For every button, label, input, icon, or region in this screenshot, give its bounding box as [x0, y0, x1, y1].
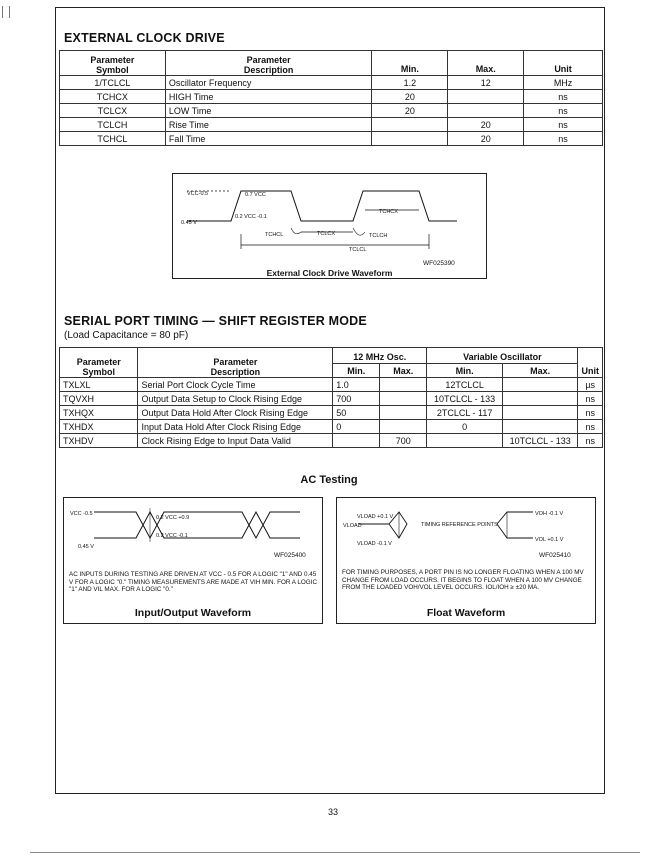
clock-drive-table: [59, 50, 603, 146]
cell-desc: Output Data Hold After Clock Rising Edge: [138, 406, 333, 420]
tchcl-leader: [291, 228, 301, 234]
cell-unit: ns: [524, 118, 603, 132]
io-waveform-box: [63, 497, 323, 624]
cell-unit: µs: [578, 378, 603, 392]
cell-symbol: TXHQX: [60, 406, 138, 420]
io-waveform-diagram: [64, 498, 322, 558]
serial-timing-table: [59, 347, 603, 448]
cell-minv: 12TCLCL: [427, 378, 503, 392]
float-waveform-code: WF025410: [539, 552, 571, 559]
header-min-var: Min.: [427, 364, 503, 378]
table-row: [60, 378, 603, 392]
bottom-rule: [30, 852, 640, 853]
io-waveform-code: WF025400: [274, 552, 306, 559]
cell-desc: Rise Time: [165, 118, 372, 132]
page-number: 33: [327, 807, 338, 817]
header-symbol: Parameter Symbol: [60, 348, 138, 378]
cell-maxv: [502, 378, 578, 392]
cell-unit: ns: [578, 406, 603, 420]
cell-minv: 2TCLCL - 117: [427, 406, 503, 420]
table-row: [60, 406, 603, 420]
float-vload-minus-label: VLOAD -0.1 V: [357, 541, 392, 547]
cell-min12: 700: [333, 392, 380, 406]
cell-desc: Input Data Hold After Clock Rising Edge: [138, 420, 333, 434]
tchcx-label: TCHCX: [379, 209, 398, 215]
header-min: Min.: [372, 51, 448, 76]
header-unit: Unit: [578, 348, 603, 378]
cell-max12: 700: [380, 434, 427, 448]
cell-desc: Fall Time: [165, 132, 372, 146]
cell-desc: LOW Time: [165, 104, 372, 118]
vcc07-label: 0.7 VCC: [245, 192, 266, 198]
cell-minv: [427, 434, 503, 448]
cell-unit: ns: [578, 420, 603, 434]
float-voh-label: VOH -0.1 V: [535, 511, 564, 517]
cell-symbol: TXHDX: [60, 420, 138, 434]
tclcl-label: TCLCL: [349, 247, 367, 253]
header-description: Parameter Description: [138, 348, 333, 378]
header-max-12: Max.: [380, 364, 427, 378]
table-header-row: [60, 51, 603, 76]
serial-section-title: SERIAL PORT TIMING — SHIFT REGISTER MODE: [64, 314, 367, 328]
cell-desc: HIGH Time: [165, 90, 372, 104]
table-row: [60, 104, 603, 118]
table-row: [60, 76, 603, 90]
cell-min: [372, 118, 448, 132]
cell-minv: 0: [427, 420, 503, 434]
cell-symbol: TCHCX: [60, 90, 166, 104]
clock-section-title: EXTERNAL CLOCK DRIVE: [64, 31, 225, 45]
table-row: [60, 118, 603, 132]
cell-unit: ns: [524, 104, 603, 118]
table-row: [60, 90, 603, 104]
v045-label: 0.45 V: [181, 220, 197, 226]
cell-symbol: TQVXH: [60, 392, 138, 406]
io-upper-label: 0.2 VCC +0.9: [156, 515, 190, 521]
cell-max12: [380, 378, 427, 392]
tclcx-label: TCLCX: [317, 231, 336, 237]
cell-maxv: 10TCLCL - 133: [502, 434, 578, 448]
cell-min: 1.2: [372, 76, 448, 90]
tclch-label: TCLCH: [369, 233, 388, 239]
cell-min12: 1.0: [333, 378, 380, 392]
cell-unit: MHz: [524, 76, 603, 90]
io-upper-line: [94, 512, 300, 538]
clock-signal-line: [187, 191, 457, 221]
float-vload-plus-label: VLOAD +0.1 V: [357, 514, 394, 520]
cell-min: 20: [372, 104, 448, 118]
tchcl-label: TCHCL: [265, 232, 284, 238]
table-row: [60, 392, 603, 406]
clock-waveform-caption: External Clock Drive Waveform: [266, 268, 393, 278]
float-waveform-caption: Float Waveform: [426, 607, 506, 619]
header-min-12: Min.: [333, 364, 380, 378]
float-right-lower: [497, 524, 533, 538]
io-waveform-note: AC INPUTS DURING TESTING ARE DRIVEN AT VCC - 0.5 FOR A LOGIC "1" AND 0.45 V FOR A LOGIC "0." TIMING MEASUREMENTS ARE MADE AT VIH MIN. FOR A LOGIC "1" AND VIL MAX. FOR A LOGIC "0.": [69, 571, 317, 594]
cell-max12: [380, 392, 427, 406]
vcc-minus-label: VCC-0.5: [187, 191, 209, 197]
cell-maxv: [502, 420, 578, 434]
header-unit: Unit: [524, 51, 603, 76]
cell-desc: Clock Rising Edge to Input Data Valid: [138, 434, 333, 448]
table-row: [60, 420, 603, 434]
cell-desc: Oscillator Frequency: [165, 76, 372, 90]
cell-unit: ns: [578, 434, 603, 448]
header-variable-osc: Variable Oscillator: [427, 348, 578, 364]
cell-max12: [380, 406, 427, 420]
cell-symbol: TCHCL: [60, 132, 166, 146]
header-description: Parameter Description: [165, 51, 372, 76]
cell-min: 20: [372, 90, 448, 104]
header-12mhz-osc: 12 MHz Osc.: [333, 348, 427, 364]
cell-symbol: 1/TCLCL: [60, 76, 166, 90]
page-edge-mark: [2, 6, 10, 18]
cell-min: [372, 132, 448, 146]
clock-waveform-box: [172, 173, 487, 279]
cell-maxv: [502, 392, 578, 406]
cell-symbol: TCLCH: [60, 118, 166, 132]
cell-symbol: TXLXL: [60, 378, 138, 392]
cell-unit: ns: [578, 392, 603, 406]
header-max-var: Max.: [502, 364, 578, 378]
cell-symbol: TCLCX: [60, 104, 166, 118]
float-vload-label: VLOAD: [343, 523, 362, 529]
float-vol-label: VOL +0.1 V: [535, 537, 564, 543]
header-symbol: Parameter Symbol: [60, 51, 166, 76]
cell-desc: Output Data Setup to Clock Rising Edge: [138, 392, 333, 406]
serial-section-subtitle: (Load Capacitance = 80 pF): [64, 330, 189, 341]
table-row: [60, 434, 603, 448]
io-045-label: 0.45 V: [78, 544, 94, 550]
cell-symbol: TXHDV: [60, 434, 138, 448]
float-right-upper: [497, 512, 533, 524]
cell-desc: Serial Port Clock Cycle Time: [138, 378, 333, 392]
float-waveform-note: FOR TIMING PURPOSES, A PORT PIN IS NO LONGER FLOATING WHEN A 100 MV CHANGE FROM LOAD OCCURS. IT BEGINS TO FLOAT WHEN A 100 MV CHANGE FROM THE LOADED VOH/VOL LEVEL OCCURS. IOL/IOH ≥ ±20 MA.: [342, 569, 584, 592]
table-header-row: [60, 348, 603, 364]
table-row: [60, 132, 603, 146]
cell-min12: 0: [333, 420, 380, 434]
cell-max: [448, 104, 524, 118]
tclch-leader: [353, 228, 365, 235]
cell-min12: 50: [333, 406, 380, 420]
cell-max: 12: [448, 76, 524, 90]
cell-unit: ns: [524, 132, 603, 146]
io-lower-label: 0.2 VCC -0.1: [156, 533, 188, 539]
io-vcc-label: VCC -0.5: [70, 511, 93, 517]
cell-max: [448, 90, 524, 104]
io-waveform-caption: Input/Output Waveform: [134, 607, 252, 619]
float-waveform-box: [336, 497, 596, 624]
io-lower-line: [94, 512, 300, 538]
cell-max12: [380, 420, 427, 434]
float-waveform-diagram: [337, 498, 595, 558]
cell-unit: ns: [524, 90, 603, 104]
cell-max: 20: [448, 132, 524, 146]
cell-minv: 10TCLCL - 133: [427, 392, 503, 406]
vcc02-label: 0.2 VCC -0.1: [235, 214, 267, 220]
ac-testing-title: AC Testing: [300, 474, 358, 486]
header-max: Max.: [448, 51, 524, 76]
clock-waveform-code: WF025390: [423, 260, 455, 267]
cell-maxv: [502, 406, 578, 420]
float-ref-label: TIMING REFERENCE POINTS: [421, 522, 498, 528]
cell-max: 20: [448, 118, 524, 132]
cell-min12: [333, 434, 380, 448]
